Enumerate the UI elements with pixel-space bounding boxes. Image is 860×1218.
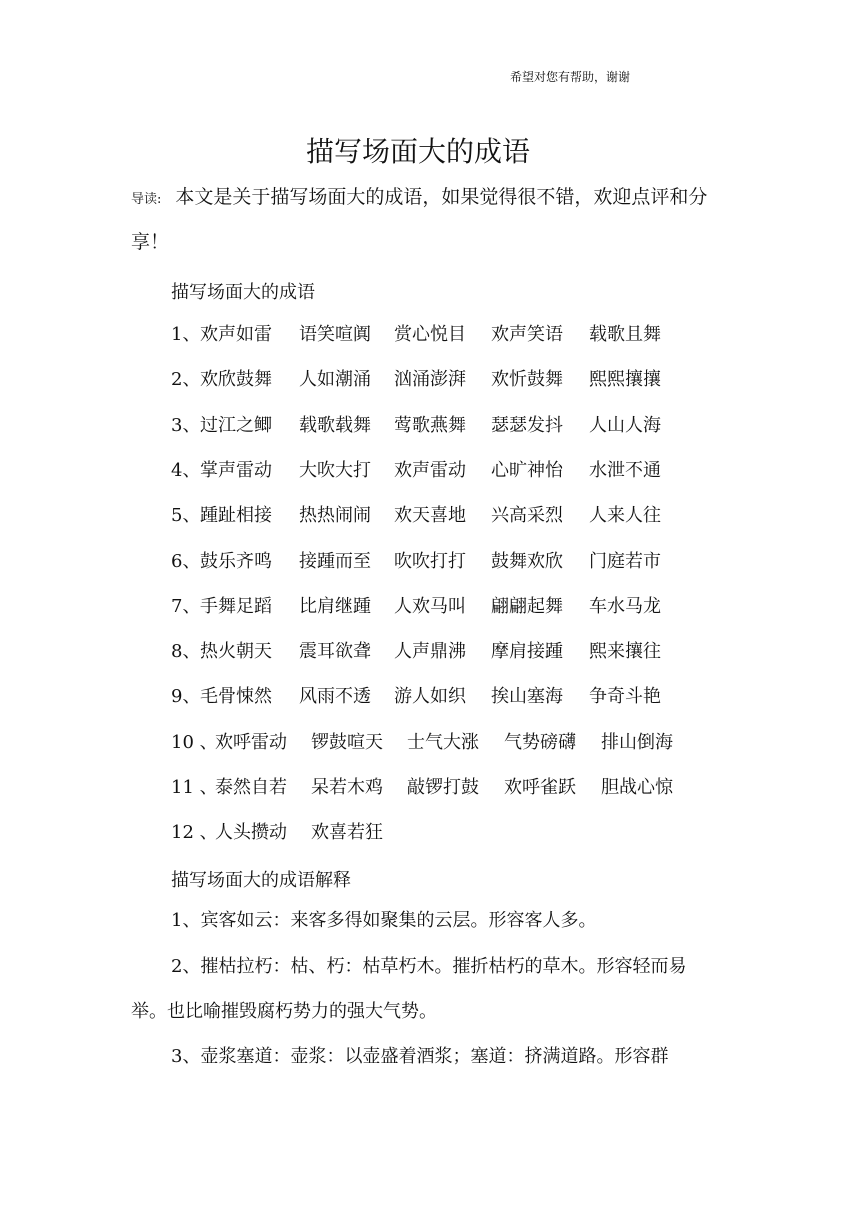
idiom-item: 欢喜若狂 bbox=[311, 822, 383, 844]
idiom-item: 人声鼎沸 bbox=[394, 641, 466, 663]
idiom-item: 欢声如雷 bbox=[200, 324, 272, 345]
idiom-item: 载歌载舞 bbox=[299, 414, 371, 436]
idiom-number: 11 、 bbox=[171, 777, 218, 798]
idiom-item: 热火朝天 bbox=[200, 641, 272, 663]
idiom-number: 8、 bbox=[171, 641, 201, 663]
idiom-number: 7、 bbox=[171, 595, 201, 617]
idiom-item: 人如潮涌 bbox=[299, 369, 371, 391]
idiom-item: 呆若木鸡 bbox=[311, 777, 383, 798]
idiom-item: 接踵而至 bbox=[299, 550, 371, 572]
idiom-number: 5、 bbox=[171, 505, 201, 527]
idiom-item: 人欢马叫 bbox=[394, 595, 466, 617]
idiom-item: 水泄不通 bbox=[589, 459, 661, 481]
explanation-1: 1、宾客如云：来客多得如聚集的云层。形容客人多。 bbox=[171, 910, 597, 931]
idiom-item: 欢声笑语 bbox=[491, 324, 563, 345]
idiom-item: 比肩继踵 bbox=[299, 595, 371, 617]
page-title: 描写场面大的成语 bbox=[305, 135, 530, 168]
idiom-item: 挨山塞海 bbox=[491, 686, 563, 708]
idiom-item: 欢声雷动 bbox=[394, 459, 466, 481]
idiom-number: 6、 bbox=[171, 550, 201, 572]
idiom-number: 12 、 bbox=[171, 822, 218, 844]
idiom-item: 鼓舞欢欣 bbox=[491, 550, 563, 572]
idiom-item: 载歌且舞 bbox=[589, 324, 661, 345]
explanation-3: 3、壶浆塞道：壶浆：以壶盛着酒浆；塞道：挤满道路。形容群 bbox=[171, 1046, 669, 1067]
idiom-item: 震耳欲聋 bbox=[299, 641, 371, 663]
idiom-item: 莺歌燕舞 bbox=[394, 414, 466, 436]
idiom-item: 热热闹闹 bbox=[299, 505, 371, 527]
idiom-item: 大吹大打 bbox=[299, 459, 371, 481]
idiom-number: 2、 bbox=[171, 369, 201, 391]
idiom-item: 熙熙攘攘 bbox=[589, 369, 661, 391]
intro-paragraph bbox=[131, 176, 731, 264]
idiom-item: 气势磅礴 bbox=[504, 731, 576, 753]
idiom-item: 熙来攘往 bbox=[589, 641, 661, 663]
idiom-item: 争奇斗艳 bbox=[589, 686, 661, 708]
explanation-2: 2、摧枯拉朽：枯、朽：枯草朽木。摧折枯朽的草木。形容轻而易举。也比喻摧毁腐朽势力的强大气势。 bbox=[131, 956, 687, 1022]
idiom-item: 掌声雷动 bbox=[200, 459, 272, 481]
idiom-number: 3、 bbox=[171, 414, 201, 436]
idiom-number: 10 、 bbox=[171, 731, 218, 753]
idiom-item: 人来人往 bbox=[589, 505, 661, 527]
idiom-item: 鼓乐齐鸣 bbox=[200, 550, 272, 572]
idiom-item: 过江之鲫 bbox=[200, 414, 272, 436]
idiom-item: 排山倒海 bbox=[601, 731, 673, 753]
idiom-item: 手舞足蹈 bbox=[200, 595, 272, 617]
idiom-item: 敲锣打鼓 bbox=[407, 777, 479, 798]
section-title-explanations: 描写场面大的成语解释 bbox=[171, 870, 351, 891]
idiom-item: 心旷神怡 bbox=[491, 459, 563, 481]
idiom-number: 1、 bbox=[171, 324, 201, 345]
header-note: 希望对您有帮助，谢谢 bbox=[510, 70, 631, 84]
section-title-idioms: 描写场面大的成语 bbox=[171, 282, 315, 303]
idiom-item: 摩肩接踵 bbox=[491, 641, 563, 663]
idiom-item: 汹涌澎湃 bbox=[394, 369, 466, 391]
idiom-item: 兴高采烈 bbox=[491, 505, 563, 527]
idiom-item: 踵趾相接 bbox=[200, 505, 272, 527]
idiom-item: 胆战心惊 bbox=[601, 777, 673, 798]
idiom-item: 欢忻鼓舞 bbox=[491, 369, 563, 391]
idiom-item: 欢呼雀跃 bbox=[504, 777, 576, 798]
idiom-item: 车水马龙 bbox=[589, 595, 661, 617]
idiom-item: 人头攒动 bbox=[215, 822, 287, 844]
idiom-item: 风雨不透 bbox=[299, 686, 371, 708]
idiom-item: 人山人海 bbox=[589, 414, 661, 436]
idiom-item: 毛骨悚然 bbox=[200, 686, 272, 708]
idiom-item: 游人如织 bbox=[394, 686, 466, 708]
idiom-item: 泰然自若 bbox=[215, 777, 287, 798]
intro-text: 本文是关于描写场面大的成语，如果觉得很不错，欢迎点评和分享！ bbox=[131, 186, 708, 253]
idiom-item: 欢天喜地 bbox=[394, 505, 466, 527]
idiom-number: 4、 bbox=[171, 459, 201, 481]
idiom-item: 赏心悦目 bbox=[394, 324, 466, 345]
intro-label: 导读: bbox=[131, 192, 162, 207]
idiom-item: 吹吹打打 bbox=[394, 550, 466, 572]
idiom-number: 9、 bbox=[171, 686, 201, 708]
idiom-item: 门庭若市 bbox=[589, 550, 661, 572]
idiom-item: 欢欣鼓舞 bbox=[200, 369, 272, 391]
idiom-item: 士气大涨 bbox=[407, 731, 479, 753]
idiom-item: 语笑喧阗 bbox=[299, 324, 371, 345]
idiom-item: 瑟瑟发抖 bbox=[491, 414, 563, 436]
idiom-item: 翩翩起舞 bbox=[491, 595, 563, 617]
idiom-item: 锣鼓喧天 bbox=[311, 731, 383, 753]
idiom-item: 欢呼雷动 bbox=[215, 731, 287, 753]
